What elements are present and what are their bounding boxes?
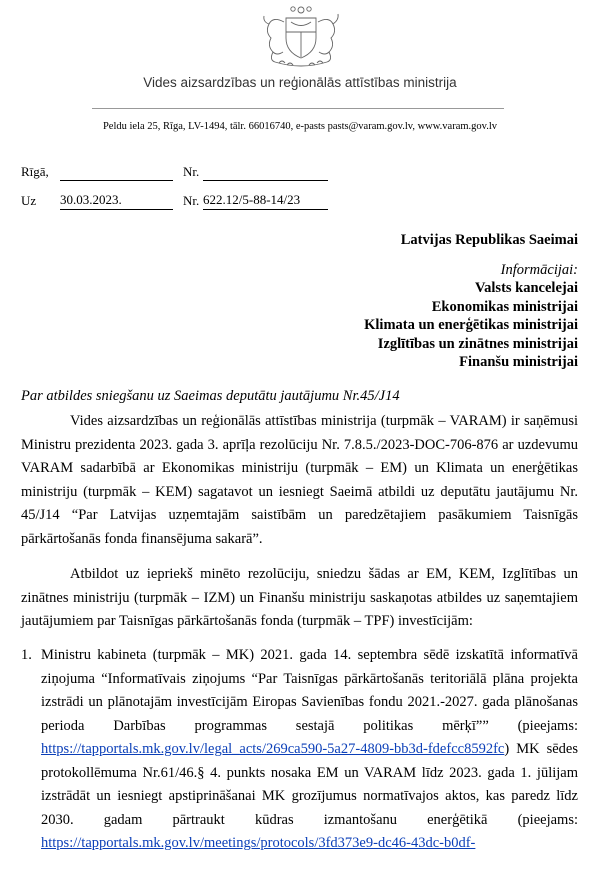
nr2-field: 622.12/5-88-14/23 — [203, 192, 328, 210]
body-paragraph: Vides aizsardzības un reģionālās attīstības ministrija (turpmāk – VARAM) ir saņēmusi Ministru prezidenta 2023. gada 3. aprīļa rezolūciju Nr. 7.8.5./2023-DOC-706-876 ar uzdevumu VARAM sadarbībā ar Ekonomikas ministriju (turpmāk – EM) un Klimata un enerģētikas ministriju (turpmāk – KEM) sagatavot un iesniegt Saeimā atbildi uz deputātu jautājumu Nr. 45/J14 “Par Latvijas uzņemtajām saistībām un paredzētajiem pasākumiem Taisnīgās pārkārtošanās fonda finansējuma sakarā”. — [21, 413, 578, 547]
list-text: ) MK sēdes protokollēmuma Nr.61/46.§ 4. punkts nosaka EM un VARAM līdz 2023. gada 1. jūlijam izstrādāt un iesniegt apstiprināšanai MK grozījumus normatīvajos aktos, kas paredz līdz 2030. gadam pārtraukt kūdras izmantošanu enerģētikā (pieejams: — [41, 741, 578, 828]
cc-item: Izglītības un zinātnes ministrijai — [377, 335, 578, 352]
place-date-field — [60, 163, 173, 181]
uz-date-field: 30.03.2023. — [60, 192, 173, 210]
cc-item: Klimata un enerģētikas ministrijai — [364, 317, 578, 333]
cc-item: Valsts kancelejai — [475, 280, 578, 296]
list-item — [21, 644, 578, 856]
subject-line: Par atbildes sniegšanu uz Saeimas deputātu jautājumu Nr.45/J14 — [21, 388, 400, 404]
cc-item: Finanšu ministrijai — [459, 354, 578, 370]
cc-item: Ekonomikas ministrijai — [431, 298, 578, 315]
list-item-body — [41, 644, 578, 856]
address-line: Peldu iela 25, Rīga, LV-1494, tālr. 66016740, e-pasts pasts@varam.gov.lv, www.varam.gov.lv — [102, 121, 498, 132]
cc-list — [364, 279, 578, 372]
nr2-label: Nr. — [183, 193, 200, 208]
uz-label: Uz — [21, 193, 37, 208]
header-divider — [92, 108, 504, 109]
list-number: 1. — [21, 647, 32, 663]
nr-label: Nr. — [183, 164, 200, 179]
tapportals-protocol-link[interactable]: https://tapportals.mk.gov.lv/meetings/protocols/3fd373e9-dc46-43dc-b0df- — [41, 835, 476, 851]
body-paragraph: Atbildot uz iepriekš minēto rezolūciju, sniedzu šādas ar EM, KEM, Izglītības un zinātnes ministriju (turpmāk – IZM) un Finanšu ministriju saskaņotas atbildes uz saņemtajiem jautājumiem par Taisnīgas pārkārtošanās fonda (turpmāk – TPF) investīcijām: — [21, 566, 578, 629]
nr-field — [203, 163, 328, 181]
ministry-name: Vides aizsardzības un reģionālās attīstības ministrija — [143, 75, 457, 90]
recipient: Latvijas Republikas Saeimai — [400, 232, 578, 248]
list-text: Ministru kabineta (turpmāk – MK) 2021. gada 14. septembra sēdē izskatītā informatīvā ziņojuma “Informatīvais ziņojums “Par Taisnīgas pārkārtošanās teritoriālā plāna projekta izstrādi un plānotajām investīcijām Eiropas Savienības fondu 2021.-2027. gada plānošanas perioda Darbības programmas sestajā politikas mērķī”” (pieejams: — [41, 647, 578, 734]
tapportals-legal-act-link[interactable]: https://tapportals.mk.gov.lv/legal_acts/269ca590-5a27-4809-bb3d-fdefcc8592fc — [41, 741, 505, 757]
coat-of-arms-icon — [255, 2, 347, 68]
place-label: Rīgā, — [21, 164, 49, 179]
info-label: Informācijai: — [500, 262, 578, 278]
